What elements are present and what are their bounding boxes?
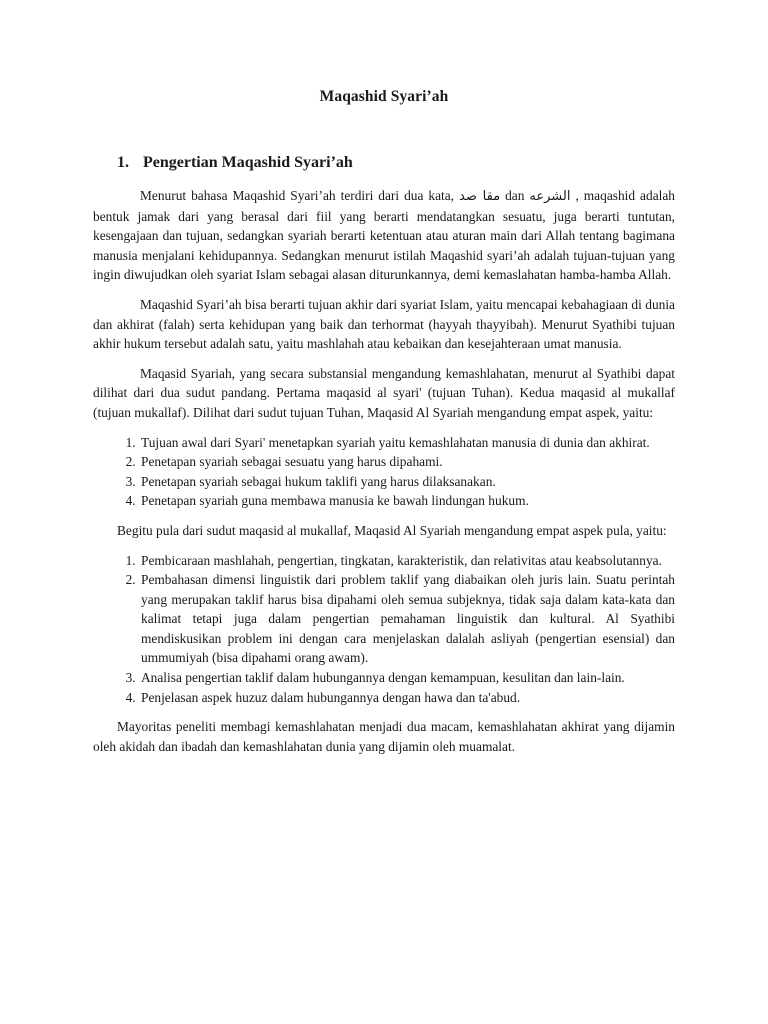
paragraph-3: Maqasid Syariah, yang secara substansial mengandung kemashlahatan, menurut al Syathibi dapat dilihat dari dua sudut pandang. Pertama maqasid al syari' (tujuan Tuhan). Kedua maqasid al mukallaf (tujuan mukallaf). Dilihat dari sudut tujuan Tuhan, Maqasid Al Syariah mengandung empat aspek, yaitu: (93, 365, 675, 420)
paragraph-2: Maqashid Syari’ah bisa berarti tujuan akhir dari syariat Islam, yaitu mencapai kebahagiaan di dunia dan akhirat (falah) serta kehidupan yang baik dan terhormat (hayyah thayyibah). Menurut Syathibi tujuan akhir hukum tersebut adalah satu, yaitu mashlahah atau kebaikan dan kesejahteraan umat manusia. (93, 296, 675, 352)
arabic-word-maqashid: مقا صد (459, 189, 501, 204)
list-item: 1. Pembicaraan mashlahah, pengertian, tingkatan, karakteristik, dan relativitas atau keabsolutannya. (139, 551, 675, 571)
list-tujuan-tuhan (93, 433, 675, 511)
section-heading (117, 154, 353, 172)
paragraph-4: Begitu pula dari sudut maqasid al mukallaf, Maqasid Al Syariah mengandung empat aspek pula, yaitu: (117, 522, 667, 538)
paragraph-5: Mayoritas peneliti membagi kemashlahatan menjadi dua macam, kemashlahatan akhirat yang dijamin oleh akidah dan ibadah dan kemashlahatan dunia yang dijamin oleh muamalat. (93, 719, 675, 754)
list-item: 4. Penetapan syariah guna membawa manusia ke bawah lindungan hukum. (139, 491, 675, 511)
list-item: 2. Pembahasan dimensi linguistik dari problem taklif yang diabaikan oleh juris lain. Suatu perintah yang merupakan taklif harus bisa dipahami oleh semua subjeknya, tidak saja dalam kata-kata dan kalimat tetapi juga dalam pengertian pemahaman linguistik dan kultural. Al Syathibi mendiskusikan problem ini dengan cara menjelaskan dalalah asliyah (pengertian esensial) dan ummumiyah (bisa dipahami orang awam). (139, 570, 675, 668)
paragraph-1-before: Menurut bahasa Maqashid Syari’ah terdiri dari dua kata, (140, 188, 459, 203)
paragraph-1-after: , maqashid adalah bentuk jamak dari yang berasal dari fiil yang berarti mendatangkan sesuatu, juga berarti tuntutan, kesengajaan dan tujuan, sedangkan syariah berarti ketentuan atau aturan main dari Allah tentang bagimana manusia menjalani kehidupannya. Sedangkan menurut istilah Maqashid syari’ah adalah tujuan-tujuan yang ingin diwujudkan oleh syariat Islam sebagai alasan diturunkannya, demi kemaslahatan hamba-hamba Allah. (93, 188, 676, 283)
document-title: Maqashid Syari’ah (319, 88, 449, 105)
list-item: 3. Analisa pengertian taklif dalam hubungannya dengan kemampuan, kesulitan dan lain-lain. (139, 668, 675, 688)
section-heading-text: Pengertian Maqashid Syari’ah (143, 154, 353, 171)
section-number: 1. (117, 154, 129, 171)
list-item: 3. Penetapan syariah sebagai hukum taklifi yang harus dilaksanakan. (139, 472, 675, 492)
paragraph-1 (93, 186, 675, 285)
list-item: 4. Penjelasan aspek huzuz dalam hubungannya dengan hawa dan ta'abud. (139, 688, 675, 708)
list-item: 2. Penetapan syariah sebagai sesuatu yang harus dipahami. (139, 452, 675, 472)
document-body (93, 186, 675, 766)
paragraph-1-middle: dan (500, 188, 530, 203)
arabic-word-syariah: الشرعه (529, 189, 571, 204)
list-item: 1. Tujuan awal dari Syari' menetapkan syariah yaitu kemashlahatan manusia di dunia dan akhirat. (139, 433, 675, 453)
list-tujuan-mukallaf (93, 551, 675, 708)
